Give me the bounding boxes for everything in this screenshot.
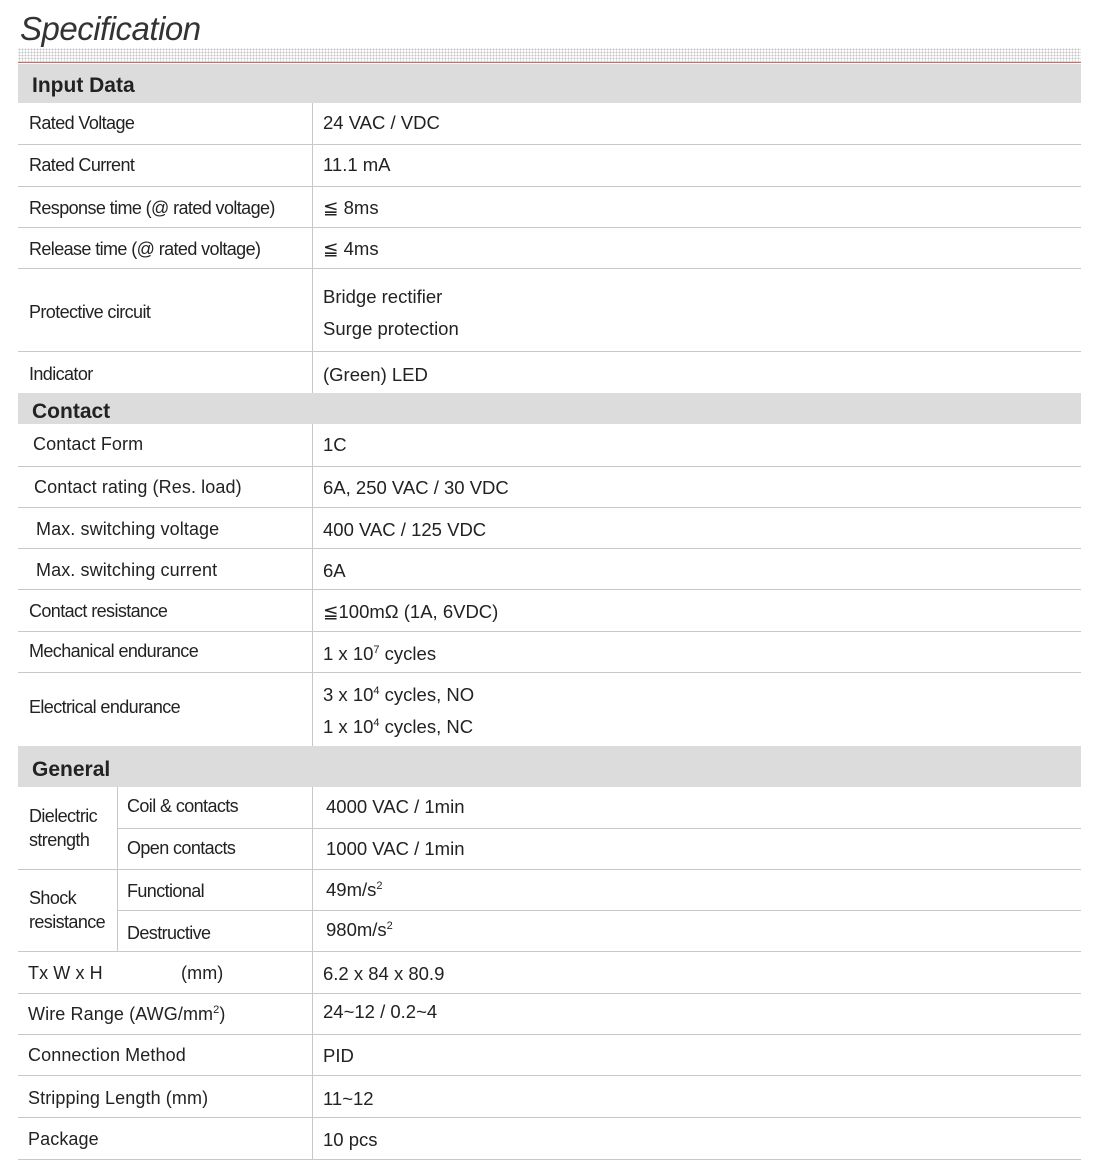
spec-value-line2: Surge protection bbox=[323, 318, 459, 339]
section-header-input: Input Data bbox=[18, 64, 1081, 103]
spec-value: $49m/s^2$ bbox=[326, 879, 383, 900]
spec-label: Contact rating (Res. load) bbox=[34, 477, 242, 497]
spec-value: 6.2 x 84 x 80.9 bbox=[323, 963, 445, 984]
spec-value: 1C bbox=[323, 434, 347, 455]
spec-row bbox=[18, 1076, 1081, 1118]
spec-row bbox=[18, 632, 1081, 673]
spec-value: 1 x $10^7$ cycles bbox=[323, 643, 437, 664]
row-divider bbox=[117, 828, 1081, 829]
spec-value: $980m/s^2$ bbox=[326, 919, 393, 940]
spec-value: 4000 VAC / 1min bbox=[326, 796, 465, 817]
spec-value: 24 VAC / VDC bbox=[323, 112, 440, 133]
spec-label: Mechanical endurance bbox=[29, 641, 199, 661]
spec-row bbox=[18, 145, 1081, 187]
spec-sublabel: Functional bbox=[127, 881, 205, 901]
spec-row bbox=[18, 1035, 1081, 1076]
dotted-divider bbox=[18, 48, 1081, 62]
spec-value: Bridge rectifier bbox=[323, 286, 443, 307]
spec-label: Connection Method bbox=[28, 1045, 186, 1065]
spec-value: ≦ 4ms bbox=[323, 238, 379, 259]
spec-row bbox=[18, 1118, 1081, 1160]
spec-row bbox=[18, 187, 1081, 228]
spec-row bbox=[18, 228, 1081, 269]
spec-label: Max. switching voltage bbox=[36, 519, 220, 539]
spec-row bbox=[18, 590, 1081, 632]
spec-value: 400 VAC / 125 VDC bbox=[323, 519, 487, 540]
spec-value: ≦100mΩ (1A, 6VDC) bbox=[323, 601, 499, 622]
spec-value: 11~12 bbox=[323, 1088, 374, 1109]
spec-label: Protective circuit bbox=[29, 302, 151, 322]
spec-value: 1000 VAC / 1min bbox=[326, 838, 465, 859]
spec-row bbox=[18, 994, 1081, 1035]
spec-row bbox=[18, 467, 1081, 508]
shock-resistance-label: Shock resistance bbox=[29, 888, 106, 932]
spec-value: ≦ 8ms bbox=[323, 197, 379, 218]
spec-value: 6A, 250 VAC / 30 VDC bbox=[323, 477, 509, 498]
spec-row bbox=[18, 508, 1081, 549]
spec-row bbox=[18, 103, 1081, 145]
spec-row bbox=[18, 424, 1081, 467]
spec-sublabel: Open contacts bbox=[127, 838, 236, 858]
spec-label: Package bbox=[28, 1129, 99, 1149]
row-divider bbox=[18, 869, 1081, 870]
spec-sublabel: Coil & contacts bbox=[127, 796, 239, 816]
spec-label: Wire Range $(AWG/mm^2)$ bbox=[28, 1004, 226, 1024]
spec-value: 10 pcs bbox=[323, 1129, 378, 1150]
spec-value: 24~12 / 0.2~4 bbox=[323, 1001, 438, 1022]
spec-value: 6A bbox=[323, 560, 346, 581]
spec-label: Stripping Length (mm) bbox=[28, 1088, 209, 1108]
section-header-contact: Contact bbox=[18, 393, 1081, 424]
spec-row bbox=[18, 951, 1081, 994]
spec-label: Contact Form bbox=[33, 434, 144, 454]
spec-label: Contact resistance bbox=[29, 601, 168, 621]
spec-value: 3 x $10^4$ cycles, NO bbox=[323, 684, 475, 705]
spec-label: Electrical endurance bbox=[29, 697, 181, 717]
spec-label: Response time (@ rated voltage) bbox=[29, 198, 275, 218]
spec-value: 11.1 mA bbox=[323, 154, 391, 175]
spec-label: Rated Voltage bbox=[29, 113, 135, 133]
accent-line bbox=[18, 62, 1081, 63]
spec-row bbox=[18, 352, 1081, 393]
spec-label: Tx W x H bbox=[28, 963, 103, 983]
spec-row bbox=[18, 549, 1081, 590]
spec-value: (Green) LED bbox=[323, 364, 428, 385]
page-title: Specification bbox=[20, 10, 201, 47]
section-header-general: General bbox=[18, 746, 1081, 787]
spec-value: PID bbox=[323, 1045, 354, 1066]
spec-sublabel: Destructive bbox=[127, 923, 211, 943]
spec-row bbox=[18, 673, 1081, 746]
spec-row bbox=[18, 269, 1081, 352]
spec-label-unit: (mm) bbox=[181, 963, 224, 983]
spec-label: Rated Current bbox=[29, 155, 135, 175]
spec-value-line2: 1 x $10^4$ cycles, NC bbox=[323, 716, 474, 737]
spec-label: Indicator bbox=[29, 364, 93, 384]
spec-label: Release time (@ rated voltage) bbox=[29, 239, 261, 259]
row-divider bbox=[117, 910, 1081, 911]
dielectric-strength-label: Dielectric strength bbox=[29, 806, 98, 850]
spec-label: Max. switching current bbox=[36, 560, 218, 580]
